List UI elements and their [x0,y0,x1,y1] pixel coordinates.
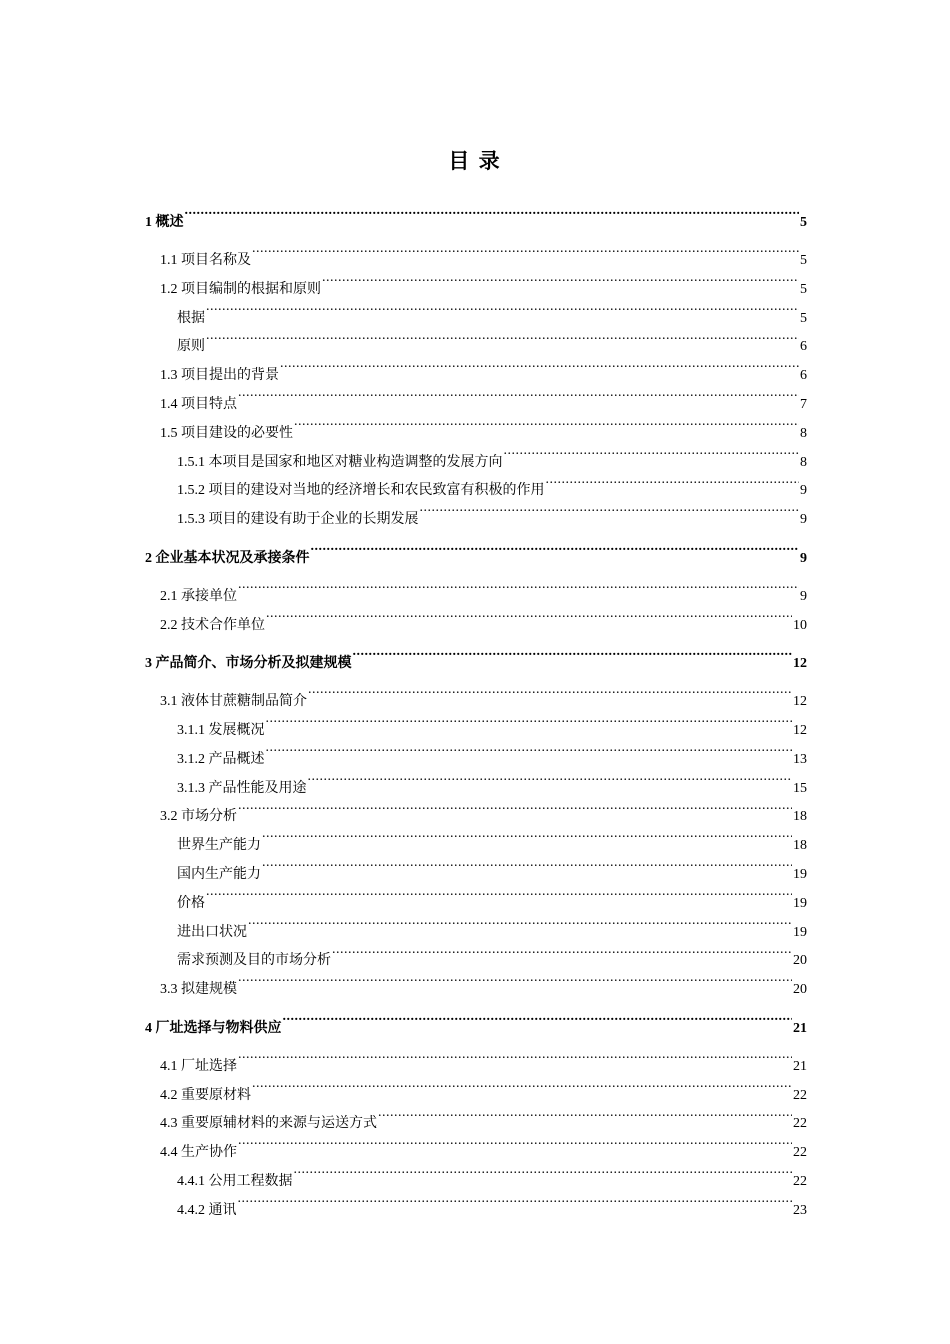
toc-page-number: 22 [793,1145,807,1161]
toc-page-number: 22 [793,1116,807,1132]
toc-page-number: 5 [800,253,807,269]
toc-page-number: 8 [800,425,807,441]
dot-leader [238,1185,793,1214]
toc-entry-subsection[interactable] [145,1185,807,1218]
toc-page-number: 5 [800,310,807,326]
toc-page-number: 12 [793,694,807,710]
toc-entry-label: 4.2 重要原材料 [160,1087,251,1103]
toc-entry-label: 3.1.1 发展概况 [177,723,265,739]
dot-leader [308,763,793,792]
toc-page-number: 9 [800,512,807,528]
dot-leader [332,936,792,965]
dot-leader [378,1099,792,1128]
toc-page-number: 21 [793,1020,807,1036]
toc-entry-chapter[interactable] [145,1003,807,1036]
toc-entry-label: 1.1 项目名称及 [160,253,251,269]
dot-leader [266,705,793,734]
dot-leader [311,533,800,562]
dot-leader [308,676,792,705]
toc-entry-label: 3 产品简介、市场分析及拟建规模 [145,655,352,671]
toc-entry-subsection[interactable] [145,1156,807,1189]
toc-entry-label: 4.1 厂址选择 [160,1058,237,1074]
toc-entry-label: 1.5.3 项目的建设有助于企业的长期发展 [177,512,419,528]
dot-leader [546,466,800,495]
toc-entry-label: 1.3 项目提出的背景 [160,368,279,384]
toc-entry-subsection[interactable] [145,820,807,854]
toc-page-number: 20 [793,982,807,998]
toc-page-number: 21 [793,1058,807,1074]
toc-entry-section[interactable] [145,600,807,633]
dot-leader [185,197,800,226]
toc-page-number: 9 [800,483,807,499]
toc-page-number: 19 [793,895,807,911]
toc-entry-chapter[interactable] [145,533,807,566]
dot-leader [294,408,799,437]
dot-leader [238,571,799,600]
toc-page-number: 22 [793,1087,807,1103]
toc-entry-section[interactable] [145,1041,807,1074]
dot-leader [206,322,799,351]
toc-entry-label: 4 厂址选择与物料供应 [145,1020,282,1036]
table-of-contents [145,197,807,1218]
toc-entry-label: 3.1.2 产品概述 [177,751,265,767]
toc-entry-section[interactable] [145,379,807,413]
toc-entry-subsection[interactable] [145,322,807,355]
toc-entry-label: 1.5.1 本项目是国家和地区对糖业构造调整的发展方向 [177,454,503,470]
toc-entry-section[interactable] [145,571,807,604]
toc-entry-label: 1.2 项目编制的根据和原则 [160,281,321,297]
toc-entry-section[interactable] [145,408,807,441]
toc-page-number: 6 [800,339,807,355]
dot-leader [262,820,792,849]
toc-entry-subsection[interactable] [145,907,807,940]
toc-entry-chapter[interactable] [145,638,807,671]
dot-leader [262,849,792,878]
toc-entry-subsection[interactable] [145,878,807,911]
toc-page-number: 8 [800,454,807,470]
toc-entry-section[interactable] [145,235,807,269]
toc-entry-label: 4.4.1 公用工程数据 [177,1174,293,1189]
toc-page-number: 12 [793,723,807,739]
toc-entry-chapter[interactable] [145,197,807,230]
toc-entry-section[interactable] [145,792,807,825]
toc-entry-section[interactable] [145,964,807,998]
toc-page-number: 7 [800,397,807,413]
toc-page-number: 18 [793,809,807,825]
toc-page-number: 9 [800,588,807,604]
dot-leader [322,264,799,293]
toc-page-number: 23 [793,1202,807,1218]
toc-entry-label: 3.2 市场分析 [160,809,237,825]
toc-entry-label: 1.5.2 项目的建设对当地的经济增长和农民致富有积极的作用 [177,483,545,499]
toc-entry-label: 2.2 技术合作单位 [160,617,265,633]
toc-page-number: 15 [793,780,807,796]
dot-leader [504,437,800,466]
dot-leader [252,235,799,264]
toc-entry-label: 1.5 项目建设的必要性 [160,425,293,441]
toc-entry-label: 3.1.3 产品性能及用途 [177,780,307,796]
toc-page-number: 9 [800,550,807,566]
toc-page-number: 5 [800,281,807,297]
toc-entry-label: 3.1 液体甘蔗糖制品简介 [160,694,307,710]
toc-entry-subsection[interactable] [145,293,807,326]
toc-entry-label: 国内生产能力 [177,867,261,883]
dot-leader [238,379,799,408]
dot-leader [252,1070,792,1099]
dot-leader [294,1156,793,1185]
dot-leader [266,600,792,629]
toc-page-number: 10 [793,617,807,633]
toc-entry-label: 4.4 生产协作 [160,1145,237,1161]
dot-leader [266,734,793,763]
dot-leader [420,494,800,523]
toc-entry-label: 4.3 重要原辅材料的来源与运送方式 [160,1116,377,1132]
toc-page-number: 5 [800,214,807,230]
dot-leader [248,907,792,936]
toc-entry-label: 价格 [177,895,205,911]
dot-leader [280,350,799,379]
toc-page-number: 12 [793,655,807,671]
toc-entry-label: 原则 [177,339,205,355]
dot-leader [206,293,799,322]
dot-leader [238,792,792,821]
toc-entry-label: 需求预测及目的市场分析 [177,953,331,969]
toc-entry-section[interactable] [145,350,807,384]
toc-entry-label: 根据 [177,310,205,326]
toc-entry-label: 2 企业基本状况及承接条件 [145,550,310,566]
toc-page-number: 22 [793,1174,807,1189]
toc-page-number: 19 [793,867,807,883]
dot-leader [206,878,792,907]
toc-page-number: 20 [793,953,807,969]
toc-entry-label: 1.4 项目特点 [160,397,237,413]
dot-leader [238,1127,792,1156]
toc-page-number: 6 [800,368,807,384]
toc-title: 目 录 [448,149,502,173]
toc-entry-section[interactable] [145,676,807,710]
toc-entry-label: 3.3 拟建规模 [160,982,237,998]
toc-entry-label: 世界生产能力 [177,838,261,854]
toc-entry-section[interactable] [145,1070,807,1103]
toc-entry-section[interactable] [145,1127,807,1161]
toc-entry-label: 1 概述 [145,214,184,230]
dot-leader [283,1003,793,1032]
toc-entry-label: 2.1 承接单位 [160,588,237,604]
toc-page-number: 18 [793,838,807,854]
dot-leader [238,1041,792,1070]
dot-leader [353,638,793,667]
toc-page-number: 13 [793,751,807,767]
toc-page-number: 19 [793,924,807,940]
toc-entry-label: 4.4.2 通讯 [177,1202,237,1218]
dot-leader [238,964,792,993]
toc-entry-label: 进出口状况 [177,924,247,940]
